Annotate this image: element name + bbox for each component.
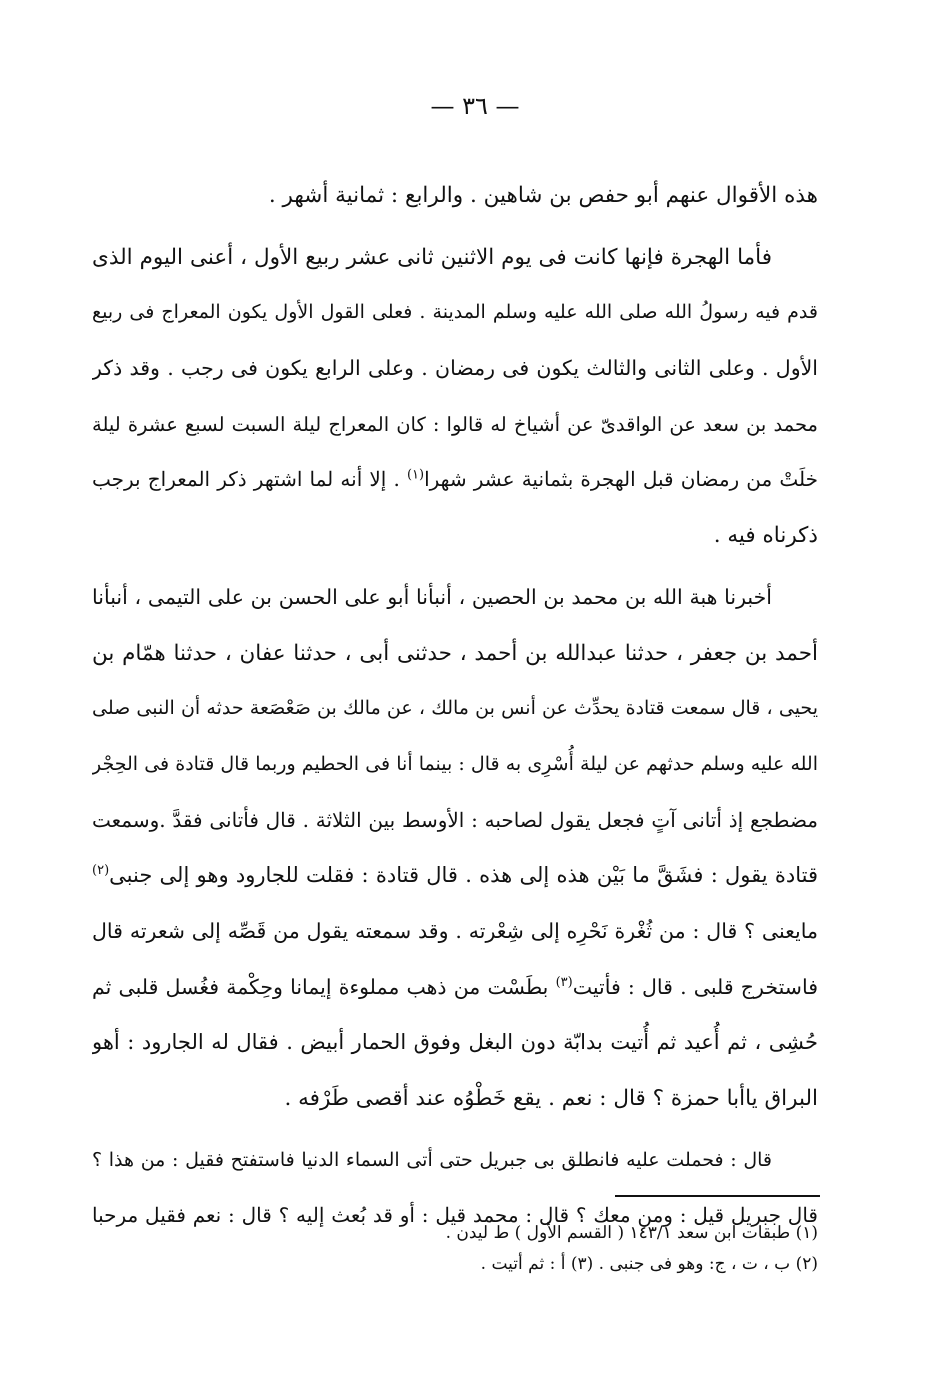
text-line: يحيى ، قال سمعت قتادة يحدِّث عن أنس بن مالك ، عن مالك بن صَعْصَعة حدثه أن النبى صلى xyxy=(92,697,818,720)
text-line: قال جبريل قيل : ومن معك ؟ قال : محمد قيل : أو قد بُعث إليه ؟ قال : نعم فقيل مرحبا xyxy=(92,1203,818,1228)
text-line: مضطجع إذ أتانى آتٍ فجعل يقول لصاحبه : الأوسط بين الثلاثة . قال فأتانى فقدَّ .وسمعت xyxy=(92,807,818,832)
text-line: محمد بن سعد عن الواقدىّ عن أشياخ له قالوا : كان المعراج ليلة السبت لسبع عشرة ليلة xyxy=(92,412,818,436)
text-segment: قتادة يقول : فشَقَّ ما بَيْن هذه إلى هذه . قال قتادة : فقلت للجارود وهو إلى جنبى xyxy=(109,863,818,888)
footnote: (١) طبقات ابن سعد ١٤٣/١ ( القسم الأول ) ط ليدن . xyxy=(445,1223,818,1243)
text-line: مايعنى ؟ قال : من ثُغْرة نَحْرِه إلى شِعْرته . وقد سمعته يقول من قَصِّه إلى شعرته قال xyxy=(92,918,818,943)
text-line: أخبرنا هبة الله بن محمد بن الحصين ، أنبأنا أبو على الحسن بن على التيمى ، أنبأنا xyxy=(92,584,772,609)
text-line-with-footnote xyxy=(92,452,818,508)
footnote-marker: (١) xyxy=(406,467,425,483)
footnote-marker: (٣) xyxy=(555,974,573,990)
text-line: ذكرناه فيه . xyxy=(713,523,818,549)
text-line: قال : فحملت عليه فانطلق بى جبريل حتى أتى السماء الدنيا فاستفتح فقيل : من هذا ؟ xyxy=(92,1148,772,1171)
page-number: — ٣٦ — xyxy=(430,92,520,120)
text-segment: بطَسْت من ذهب مملوءة إيمانا وحِكْمة فغُسل قلبى ثم xyxy=(92,974,549,999)
text-line: أحمد بن جعفر ، حدثنا عبدالله بن أحمد ، حدثنى أبى ، حدثنا عفان ، حدثنا همّام بن xyxy=(92,640,818,666)
text-segment: خلَتْ من رمضان قبل الهجرة بثمانية عشر شهرا xyxy=(424,467,818,492)
text-segment: فاستخرج قلبى . قال : فأتيت xyxy=(572,974,818,999)
main-text xyxy=(92,168,818,1244)
text-line: قدم فيه رسولُ الله صلى الله عليه وسلم المدينة . فعلى القول الأول يكون المعراج فى ربيع xyxy=(92,301,818,324)
footnotes xyxy=(92,1218,818,1280)
text-line: حُشِى ، ثم أُعيد ثم أُتيت بدابّة دون البغل وفوق الحمار أبيض . فقال له الجارود : أهو xyxy=(92,1030,818,1055)
text-line-with-footnote xyxy=(92,960,818,1016)
text-line: هذه الأقوال عنهم أبو حفص بن شاهين . والرابع : ثمانية أشهر . xyxy=(268,183,818,208)
footnote: (٢) ب ، ت ، ج: وهو فى جنبى . (٣) أ : ثم أتيت . xyxy=(480,1254,818,1274)
text-line: الله عليه وسلم حدثهم عن ليلة أُسْرِى به قال : بينما أنا فى الحطيم وربما قال قتادة فى الحِجْر xyxy=(92,752,818,775)
text-line-with-footnote xyxy=(92,848,818,904)
text-line: الأول . وعلى الثانى والثالث يكون فى رمضان . وعلى الرابع يكون فى رجب . وقد ذكر xyxy=(92,356,818,381)
footnote-divider xyxy=(615,1195,820,1197)
text-line: البراق ياأبا حمزة ؟ قال : نعم . يقع خَطْوُه عند أقصى طَرْفه . xyxy=(284,1086,818,1111)
footnote-marker: (٢) xyxy=(92,863,110,879)
text-line: فأما الهجرة فإنها كانت فى يوم الاثنين ثانى عشر ربيع الأول ، أعنى اليوم الذى xyxy=(92,244,772,270)
text-segment: . إلا أنه لما اشتهر ذكر المعراج برجب xyxy=(92,467,400,492)
